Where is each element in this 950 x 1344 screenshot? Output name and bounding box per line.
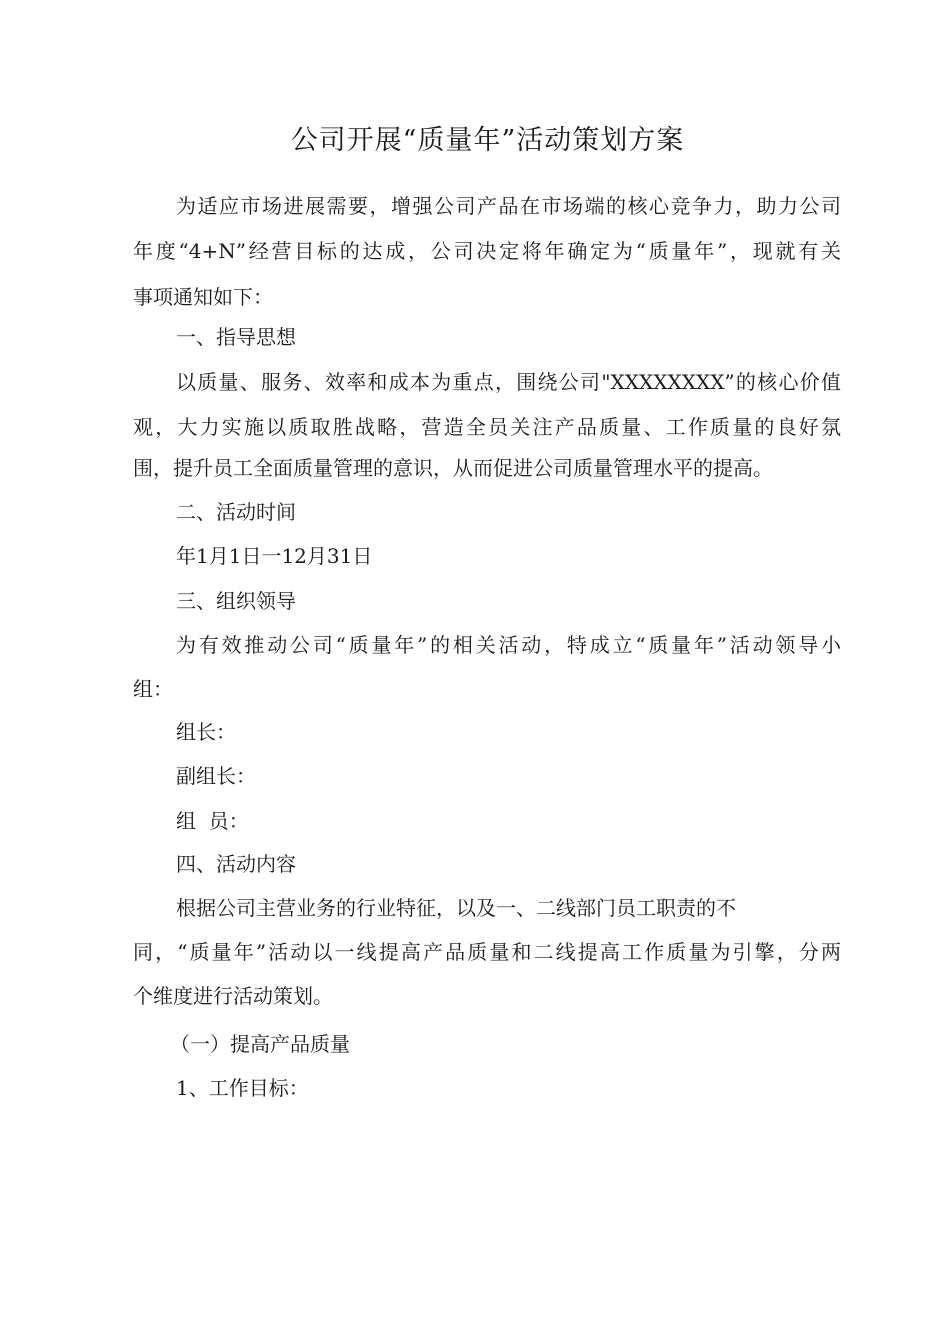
paragraph-guiding-line-3: 围，提升员工全面质量管理的意识，从而促进公司质量管理水平的提高。 (133, 456, 773, 480)
section-heading-leadership: 三、组织领导 (176, 589, 296, 613)
subsection-heading-product-quality: （一）提高产品质量 (170, 1032, 350, 1056)
section-heading-guiding-thought: 一、指导思想 (176, 325, 296, 349)
activity-time-range: 年1月1日一12月31日 (176, 544, 373, 568)
paragraph-leadership-line-1: 为有效推动公司“质量年”的相关活动，特成立“质量年”活动领导小 (176, 633, 841, 657)
paragraph-intro-line-1: 为适应市场进展需要，增强公司产品在市场端的核心竞争力，助力公司 (176, 194, 841, 218)
paragraph-intro-line-3: 事项通知如下： (133, 285, 273, 309)
group-leader-label: 组长： (176, 720, 236, 744)
work-goal-heading: 1、工作目标： (176, 1076, 309, 1100)
paragraph-leadership-line-2: 组： (133, 677, 173, 701)
deputy-leader-label: 副组长： (176, 764, 256, 788)
section-heading-activity-time: 二、活动时间 (176, 500, 296, 524)
section-heading-activity-content: 四、活动内容 (176, 852, 296, 876)
group-member-label: 组 员： (176, 809, 249, 833)
paragraph-guiding-line-1: 以质量、服务、效率和成本为重点，围绕公司"XXXXXXXX”的核心价值 (176, 370, 841, 394)
paragraph-content-line-2: 同，“质量年”活动以一线提高产品质量和二线提高工作质量为引擎，分两 (133, 940, 841, 964)
paragraph-intro-line-2: 年度“4+N”经营目标的达成，公司决定将年确定为“质量年”，现就有关 (133, 239, 841, 263)
paragraph-guiding-line-2: 观，大力实施以质取胜战略，营造全员关注产品质量、工作质量的良好氛 (133, 415, 841, 439)
paragraph-content-line-3: 个维度进行活动策划。 (133, 984, 333, 1008)
document-title: 公司开展“质量年”活动策划方案 (290, 125, 685, 156)
paragraph-content-line-1: 根据公司主营业务的行业特征，以及一、二线部门员工职责的不 (176, 896, 736, 920)
